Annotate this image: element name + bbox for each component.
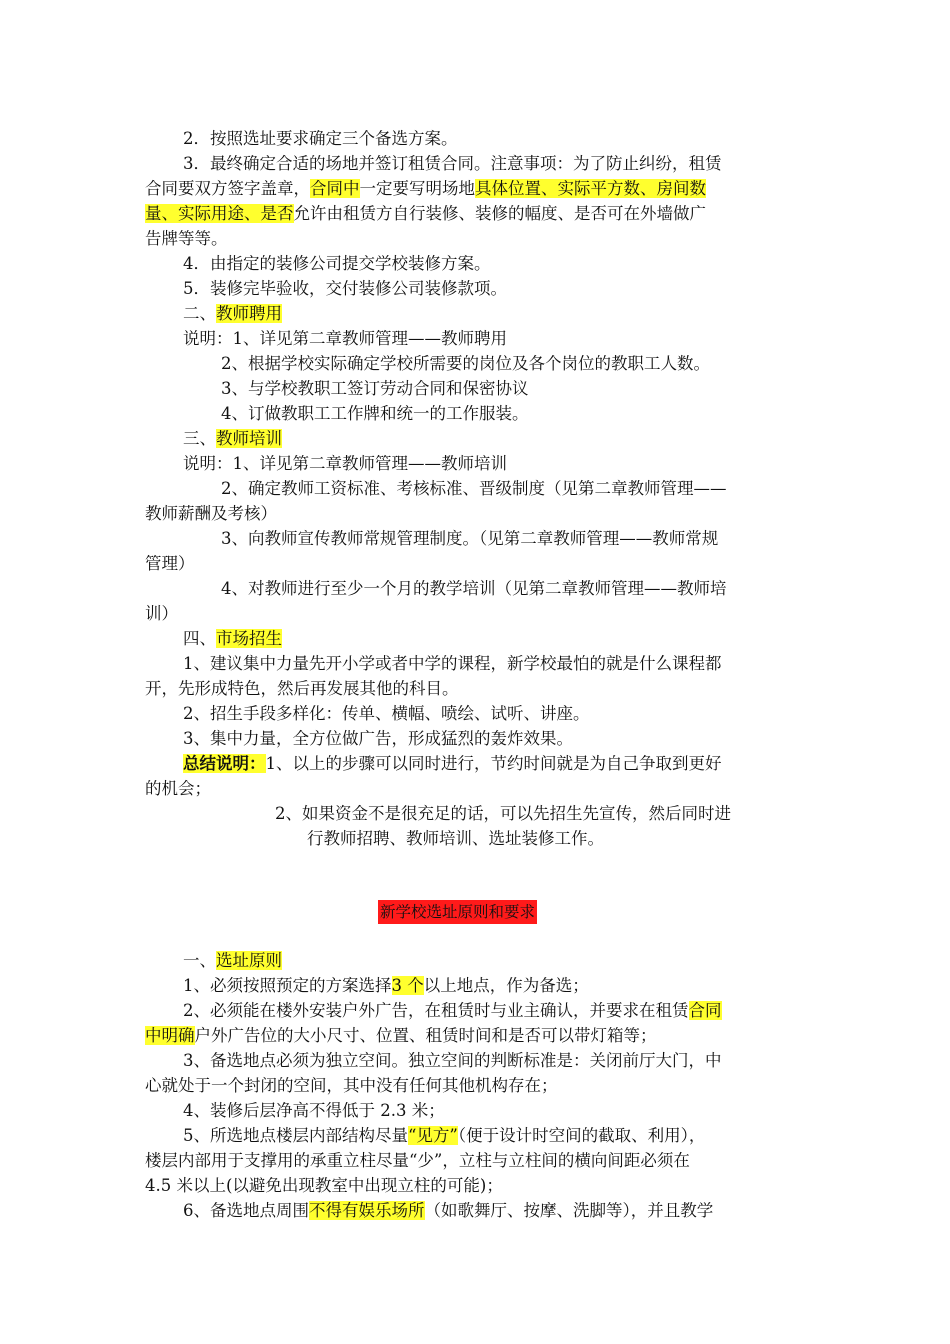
- text-run: 1、以上的步骤可以同时进行，节约时间就是为自己争取到更好: [265, 754, 722, 773]
- paragraph-line: 4、订做教职工工作牌和统一的工作服装。: [221, 404, 529, 423]
- paragraph-line: [183, 1123, 705, 1148]
- highlighted-heading: 教师培训: [216, 429, 282, 448]
- heading-prefix: 四、: [183, 629, 216, 648]
- paragraph-line: 说明：1、详见第二章教师管理——教师培训: [183, 454, 507, 473]
- highlighted-heading: 选址原则: [216, 951, 282, 970]
- text-run: 以上地点，作为备选；: [423, 976, 589, 995]
- section-heading: [183, 426, 282, 451]
- paragraph-line: [183, 998, 722, 1023]
- paragraph-line: [145, 201, 706, 226]
- document-title: 新学校选址原则和要求: [378, 900, 537, 924]
- text-run: 6、备选地点周围: [183, 1201, 309, 1220]
- paragraph-line: 3、备选地点必须为独立空间。独立空间的判断标准是：关闭前厅大门，中: [183, 1051, 722, 1070]
- highlighted-text: 量、实际用途、是否: [145, 204, 294, 223]
- heading-prefix: 二、: [183, 304, 216, 323]
- paragraph-line: 的机会；: [145, 779, 211, 798]
- section-heading: [183, 948, 282, 973]
- paragraph-line: 开，先形成特色，然后再发展其他的科目。: [145, 679, 459, 698]
- paragraph-line: 2、如果资金不是很充足的话，可以先招生先宣传，然后同时进: [275, 804, 731, 823]
- paragraph-line: [183, 973, 589, 998]
- section-heading: [183, 301, 282, 326]
- paragraph-line: [145, 1023, 657, 1048]
- paragraph-line: [183, 1198, 713, 1223]
- paragraph-line: [145, 176, 706, 201]
- text-run: （便于设计时空间的截取、利用），: [457, 1126, 706, 1145]
- paragraph-line: 4、装修后层净高不得低于 2.3 米；: [183, 1101, 445, 1120]
- paragraph-line: 2．按照选址要求确定三个备选方案。: [183, 129, 458, 148]
- text-run: 2、必须能在楼外安装户外广告，在租赁时与业主确认，并要求在租赁: [183, 1001, 689, 1020]
- paragraph-line: 说明：1、详见第二章教师管理——教师聘用: [183, 329, 507, 348]
- paragraph-line: 3、集中力量，全方位做广告，形成猛烈的轰炸效果。: [183, 729, 573, 748]
- text-run: 1、必须按照预定的方案选择: [183, 976, 392, 995]
- paragraph-line: 1、建议集中力量先开小学或者中学的课程，新学校最怕的就是什么课程都: [183, 654, 722, 673]
- summary-label: 总结说明：: [183, 754, 266, 773]
- highlighted-heading: 市场招生: [216, 629, 282, 648]
- highlighted-heading: 教师聘用: [216, 304, 282, 323]
- paragraph-line: 2、确定教师工资标准、考核标准、晋级制度（见第二章教师管理——: [221, 479, 727, 498]
- text-run: 合同要双方签字盖章，: [145, 179, 310, 198]
- paragraph-line: 训）: [145, 604, 178, 623]
- text-run: 一定要写明场地: [359, 179, 475, 198]
- paragraph-line: 3．最终确定合适的场地并签订租赁合同。注意事项：为了防止纠纷，租赁: [183, 154, 722, 173]
- heading-prefix: 一、: [183, 951, 216, 970]
- paragraph-line: 5．装修完毕验收，交付装修公司装修款项。: [183, 279, 507, 298]
- summary-line: [183, 751, 722, 776]
- section-heading: [183, 626, 282, 651]
- paragraph-line: 告牌等等。: [145, 229, 228, 248]
- paragraph-line: 管理）: [145, 554, 195, 573]
- paragraph-line: 4．由指定的装修公司提交学校装修方案。: [183, 254, 491, 273]
- paragraph-line: 楼层内部用于支撑用的承重立柱尽量“少”，立柱与立柱间的横向间距必须在: [145, 1151, 690, 1170]
- text-run: 5、所选地点楼层内部结构尽量: [183, 1126, 408, 1145]
- highlighted-text: “见方”: [408, 1126, 458, 1145]
- highlighted-text: 中明确: [145, 1026, 195, 1045]
- text-run: 允许由租赁方自行装修、装修的幅度、是否可在外墙做广: [293, 204, 706, 223]
- paragraph-line: 教师薪酬及考核）: [145, 504, 277, 523]
- paragraph-line: 4、对教师进行至少一个月的教学培训（见第二章教师管理——教师培: [221, 579, 727, 598]
- text-run: 户外广告位的大小尺寸、位置、租赁时间和是否可以带灯箱等；: [194, 1026, 657, 1045]
- highlighted-text: 合同中: [310, 179, 360, 198]
- paragraph-line: 2、招生手段多样化：传单、横幅、喷绘、试听、讲座。: [183, 704, 590, 723]
- text-run: （如歌舞厅、按摩、洗脚等），并且教学: [424, 1201, 714, 1220]
- paragraph-line: 心就处于一个封闭的空间，其中没有任何其他机构存在；: [145, 1076, 558, 1095]
- paragraph-line: 4.5 米以上(以避免出现教室中出现立柱的可能)；: [145, 1176, 503, 1195]
- paragraph-line: 3、与学校教职工签订劳动合同和保密协议: [221, 379, 529, 398]
- paragraph-line: 2、根据学校实际确定学校所需要的岗位及各个岗位的教职工人数。: [221, 354, 710, 373]
- highlighted-text: 不得有娱乐场所: [309, 1201, 425, 1220]
- paragraph-line: 行教师招聘、教师培训、选址装修工作。: [307, 829, 604, 848]
- highlighted-text: 3 个: [391, 976, 424, 995]
- highlighted-text: 具体位置、实际平方数、房间数: [475, 179, 706, 198]
- highlighted-text: 合同: [688, 1001, 722, 1020]
- paragraph-line: 3、向教师宣传教师常规管理制度。（见第二章教师管理——教师常规: [221, 529, 719, 548]
- heading-prefix: 三、: [183, 429, 216, 448]
